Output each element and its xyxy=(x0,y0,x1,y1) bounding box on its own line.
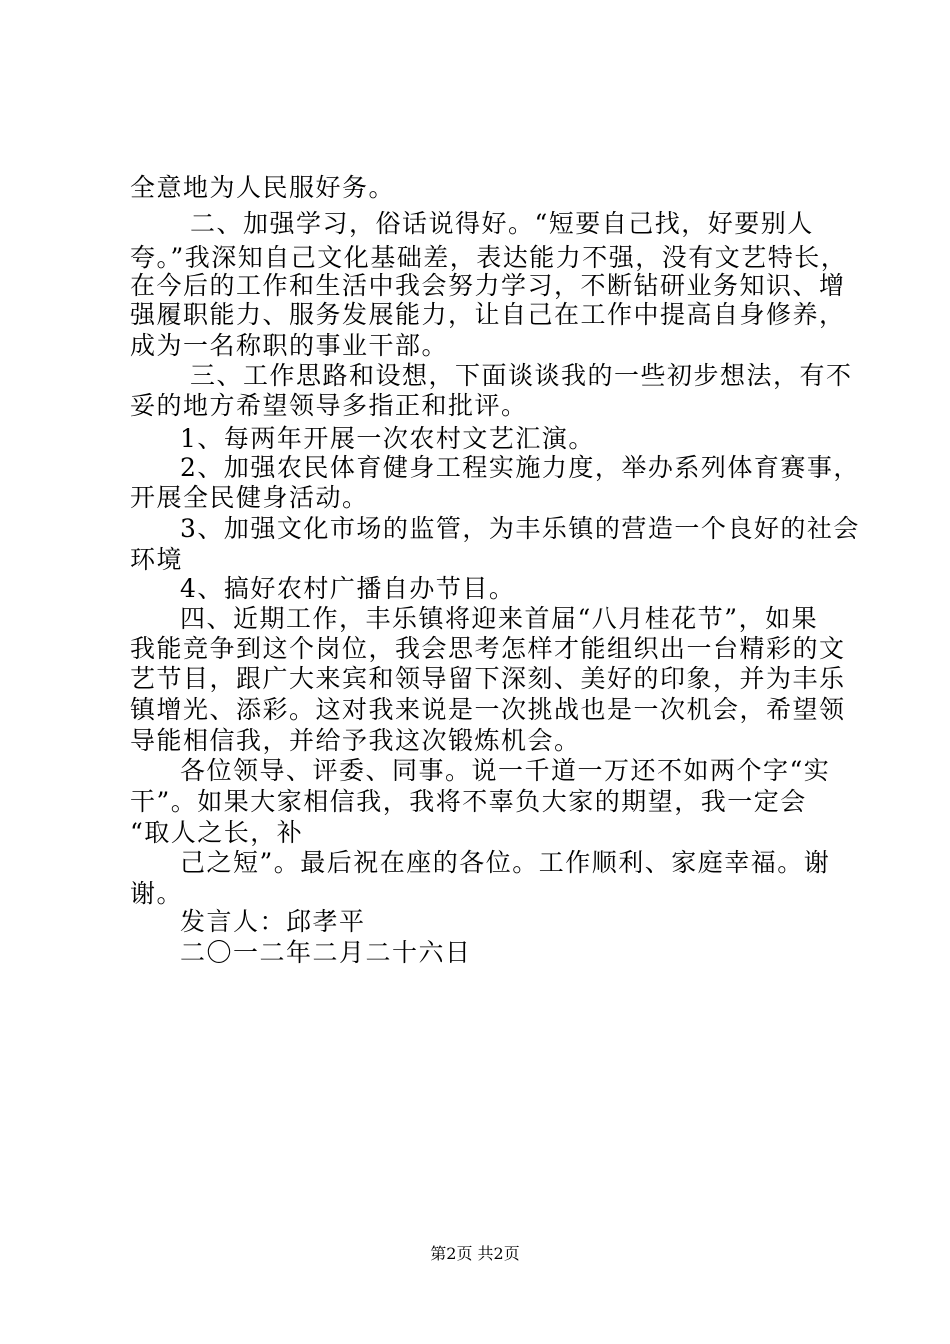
text-line: 谢。 xyxy=(130,879,184,908)
text-line: 干”。如果大家相信我，我将不辜负大家的期望，我一定会 xyxy=(130,787,807,816)
text-line: 三、工作思路和设想，下面谈谈我的一些初步想法，有不 xyxy=(190,361,853,390)
text-line: 3、加强文化市场的监管，为丰乐镇的营造一个良好的社会 xyxy=(180,514,860,543)
text-line: 二、加强学习，俗话说得好。“短要自己找，好要别人 xyxy=(190,209,814,238)
page-footer: 第2页 共2页 xyxy=(430,1244,520,1263)
text-line: 艺节目，跟广大来宾和领导留下深刻、美好的印象，并为丰乐 xyxy=(130,664,846,693)
text-line: 四、近期工作，丰乐镇将迎来首届“八月桂花节”，如果 xyxy=(180,604,819,633)
text-line: 环境 xyxy=(130,545,184,574)
text-line: 我能竞争到这个岗位，我会思考怎样才能组织出一台精彩的文 xyxy=(130,634,846,663)
date-line: 二〇一二年二月二十六日 xyxy=(180,938,472,967)
text-line: 全意地为人民服好务。 xyxy=(130,173,396,202)
signature-line: 发言人：邱孝平 xyxy=(180,907,366,936)
text-line: 强履职能力、服务发展能力，让自己在工作中提高自身修养， xyxy=(130,300,846,329)
text-line: 在今后的工作和生活中我会努力学习，不断钻研业务知识、增 xyxy=(130,271,846,300)
text-line: “取人之长，补 xyxy=(130,818,304,847)
text-line: 2、加强农民体育健身工程实施力度，举办系列体育赛事， xyxy=(180,453,860,482)
text-line: 开展全民健身活动。 xyxy=(130,483,369,512)
text-line: 各位领导、评委、同事。说一千道一万还不如两个字“实 xyxy=(180,756,831,785)
text-line: 4、搞好农村广播自办节目。 xyxy=(180,574,516,603)
text-line: 己之短”。最后祝在座的各位。工作顺利、家庭幸福。谢 xyxy=(180,848,831,877)
text-line: 妥的地方希望领导多指正和批评。 xyxy=(130,391,528,420)
text-line: 1、每两年开展一次农村文艺汇演。 xyxy=(180,424,595,453)
text-line: 导能相信我，并给予我这次锻炼机会。 xyxy=(130,726,581,755)
text-line: 成为一名称职的事业干部。 xyxy=(130,331,449,360)
text-line: 镇增光、添彩。这对我来说是一次挑战也是一次机会，希望领 xyxy=(130,695,846,724)
text-line: 夸。”我深知自己文化基础差，表达能力不强，没有文艺特长， xyxy=(130,243,848,272)
